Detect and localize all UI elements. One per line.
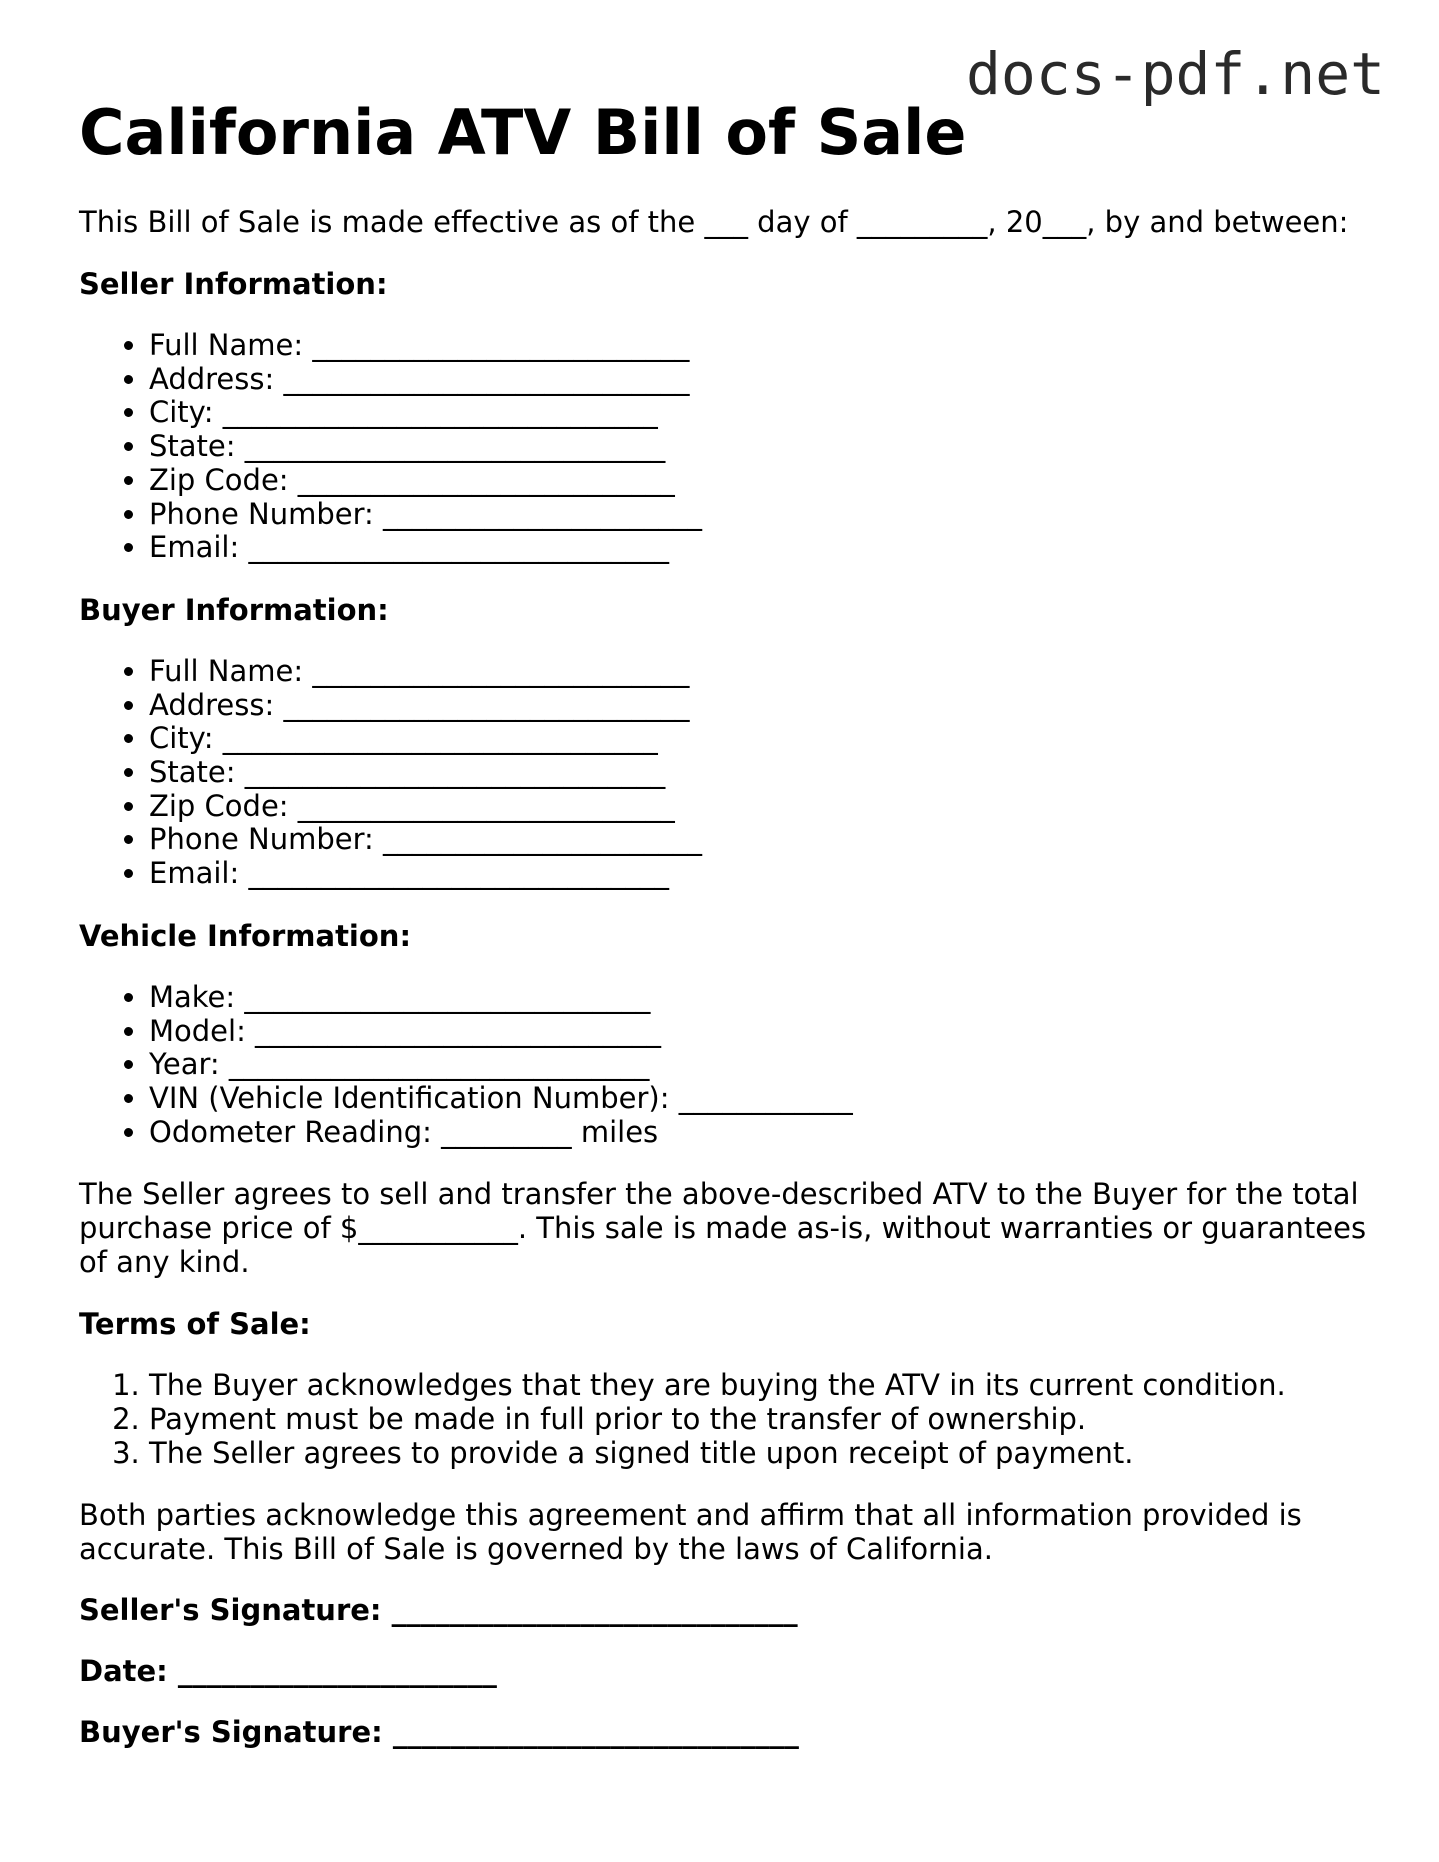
- vehicle-model-field[interactable]: • Model: ____________________________: [149, 1015, 1379, 1049]
- vehicle-vin-field[interactable]: • VIN (Vehicle Identification Number): ____________: [149, 1082, 1379, 1116]
- buyer-info-heading: Buyer Information:: [79, 592, 389, 627]
- seller-email-field[interactable]: • Email: _____________________________: [149, 531, 1379, 565]
- agreement-paragraph: The Seller agrees to sell and transfer the above-described ATV to the Buyer for the total purchase price of $___________. This sale is made as-is, without warranties or guarantees of any kind.: [79, 1177, 1367, 1280]
- vehicle-info-heading: Vehicle Information:: [79, 918, 412, 953]
- seller-full-name-field[interactable]: • Full Name: __________________________: [149, 329, 1379, 363]
- seller-state-field[interactable]: • State: _____________________________: [149, 430, 1379, 464]
- buyer-zip-code-field[interactable]: • Zip Code: __________________________: [149, 790, 1379, 824]
- buyer-signature-line[interactable]: Buyer's Signature: ____________________________: [79, 1715, 799, 1750]
- seller-city-field[interactable]: • City: ______________________________: [149, 396, 1379, 430]
- buyer-city-field[interactable]: • City: ______________________________: [149, 722, 1379, 756]
- terms-item: 1. The Buyer acknowledges that they are buying the ATV in its current condition.: [149, 1369, 1379, 1403]
- watermark-text: docs-pdf.net: [966, 40, 1386, 108]
- seller-address-field[interactable]: • Address: ____________________________: [149, 363, 1379, 397]
- buyer-phone-number-field[interactable]: • Phone Number: ______________________: [149, 823, 1379, 857]
- buyer-full-name-field[interactable]: • Full Name: __________________________: [149, 655, 1379, 689]
- buyer-email-field[interactable]: • Email: _____________________________: [149, 857, 1379, 891]
- buyer-state-field[interactable]: • State: _____________________________: [149, 756, 1379, 790]
- document-title: California ATV Bill of Sale: [79, 96, 967, 169]
- vehicle-year-field[interactable]: • Year: _____________________________: [149, 1048, 1379, 1082]
- seller-zip-code-field[interactable]: • Zip Code: __________________________: [149, 464, 1379, 498]
- seller-phone-number-field[interactable]: • Phone Number: ______________________: [149, 498, 1379, 532]
- terms-heading: Terms of Sale:: [79, 1307, 311, 1342]
- terms-item: 2. Payment must be made in full prior to the transfer of ownership.: [149, 1403, 1379, 1437]
- intro-paragraph: This Bill of Sale is made effective as of the ___ day of _________, 20___, by and between:: [79, 205, 1349, 239]
- terms-item: 3. The Seller agrees to provide a signed title upon receipt of payment.: [149, 1437, 1379, 1471]
- buyer-address-field[interactable]: • Address: ____________________________: [149, 689, 1379, 723]
- terms-list: [79, 1369, 1379, 1470]
- seller-signature-line[interactable]: Seller's Signature: ____________________________: [79, 1593, 798, 1628]
- vehicle-make-field[interactable]: • Make: ____________________________: [149, 981, 1379, 1015]
- vehicle-odometer-field[interactable]: • Odometer Reading: _________ miles: [149, 1116, 1379, 1150]
- seller-field-list: [79, 329, 1379, 565]
- date-line[interactable]: Date: ______________________: [79, 1654, 497, 1689]
- vehicle-field-list: [79, 981, 1379, 1150]
- seller-info-heading: Seller Information:: [79, 267, 388, 301]
- closing-paragraph: Both parties acknowledge this agreement and affirm that all information provided is accurate. This Bill of Sale is governed by the laws of California.: [79, 1498, 1302, 1567]
- buyer-field-list: [79, 655, 1379, 891]
- document-body: [79, 205, 1379, 1749]
